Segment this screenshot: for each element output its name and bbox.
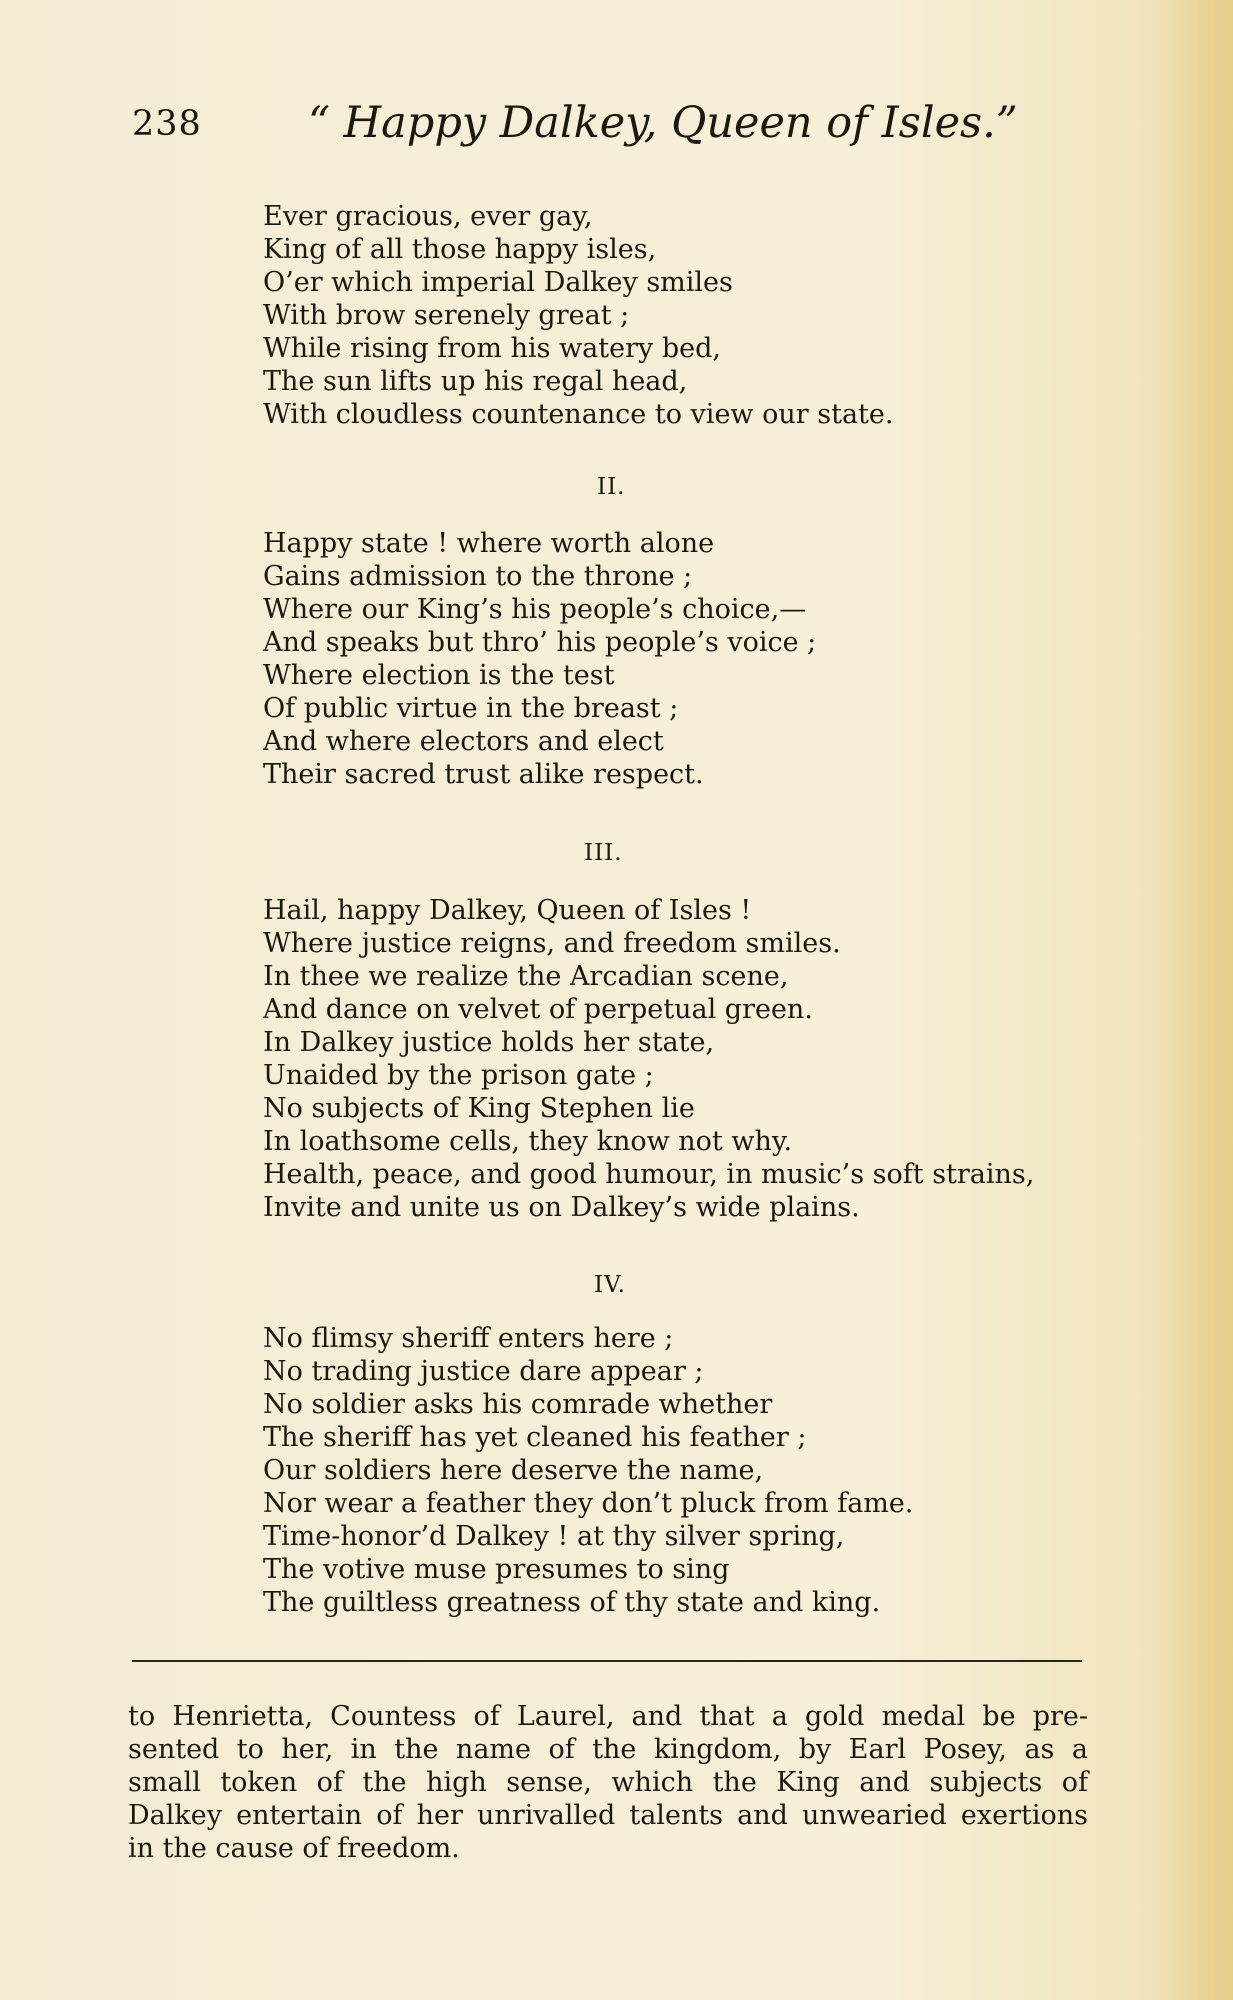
poem-line: And dance on velvet of perpetual green. xyxy=(263,994,813,1025)
poem-line: Gains admission to the throne ; xyxy=(263,561,693,592)
stanza-numeral-2: II. xyxy=(597,474,626,500)
poem-line: Our soldiers here deserve the name, xyxy=(263,1455,764,1486)
poem-line: With brow serenely great ; xyxy=(263,300,630,331)
poem-line: Where election is the test xyxy=(263,660,615,691)
poem-line: Nor wear a feather they don’t pluck from fame. xyxy=(263,1488,914,1519)
poem-line: Where justice reigns, and freedom smiles. xyxy=(263,928,841,959)
poem-line: Where our King’s his people’s choice,— xyxy=(263,594,807,625)
footnote-line: small token of the high sense, which the King and subjects of xyxy=(128,1767,1088,1798)
poem-line: Health, peace, and good humour, in music’s soft strains, xyxy=(263,1159,1035,1190)
poem-line: The sheriff has yet cleaned his feather ; xyxy=(263,1422,807,1453)
page-edge-shadow xyxy=(1163,0,1233,2000)
poem-line: The votive muse presumes to sing xyxy=(263,1554,730,1585)
stanza-3 xyxy=(263,894,1034,1224)
running-title: “ Happy Dalkey, Queen of Isles.” xyxy=(308,98,1018,148)
poem-line: With cloudless countenance to view our state. xyxy=(263,399,894,430)
poem-line: Unaided by the prison gate ; xyxy=(263,1060,654,1091)
poem-line: The guiltless greatness of thy state and king. xyxy=(263,1587,881,1618)
poem-line: No soldier asks his comrade whether xyxy=(263,1389,773,1420)
poem-line: Hail, happy Dalkey, Queen of Isles ! xyxy=(263,895,752,926)
footnote-rule xyxy=(132,1660,1082,1662)
poem-line: While rising from his watery bed, xyxy=(263,333,721,364)
poem-line: And speaks but thro’ his people’s voice ; xyxy=(263,627,817,658)
poem-line: King of all those happy isles, xyxy=(263,234,657,265)
footnote xyxy=(128,1700,1088,1865)
poem-line: Invite and unite us on Dalkey’s wide plains. xyxy=(263,1192,860,1223)
poem-line: No subjects of King Stephen lie xyxy=(263,1093,695,1124)
poem-line: Of public virtue in the breast ; xyxy=(263,693,679,724)
poem-line: And where electors and elect xyxy=(263,726,664,757)
stanza-numeral-3: III. xyxy=(584,840,623,866)
poem-line: In Dalkey justice holds her state, xyxy=(263,1027,715,1058)
page-header xyxy=(132,98,1112,164)
poem-line: O’er which imperial Dalkey smiles xyxy=(263,267,733,298)
poem-line: Happy state ! where worth alone xyxy=(263,528,715,559)
footnote-line: in the cause of freedom. xyxy=(128,1833,460,1864)
poem-line: No flimsy sheriff enters here ; xyxy=(263,1323,674,1354)
page-number: 238 xyxy=(132,104,202,144)
stanza-4 xyxy=(263,1322,913,1619)
poem-line: In thee we realize the Arcadian scene, xyxy=(263,961,789,992)
poem-line: No trading justice dare appear ; xyxy=(263,1356,704,1387)
footnote-line: sented to her, in the name of the kingdom, by Earl Posey, as a xyxy=(128,1734,1088,1765)
poem-line: The sun lifts up his regal head, xyxy=(263,366,688,397)
stanza-2 xyxy=(263,527,816,791)
stanza-1 xyxy=(263,200,893,431)
poem-line: Time-honor’d Dalkey ! at thy silver spring, xyxy=(263,1521,845,1552)
footnote-line: to Henrietta, Countess of Laurel, and that a gold medal be pre- xyxy=(128,1701,1088,1732)
poem-line: In loathsome cells, they know not why. xyxy=(263,1126,793,1157)
poem-line: Ever gracious, ever gay, xyxy=(263,201,593,232)
stanza-numeral-4: IV. xyxy=(594,1272,626,1298)
footnote-line: Dalkey entertain of her unrivalled talents and unwearied exertions xyxy=(128,1800,1088,1831)
poem-line: Their sacred trust alike respect. xyxy=(263,759,704,790)
